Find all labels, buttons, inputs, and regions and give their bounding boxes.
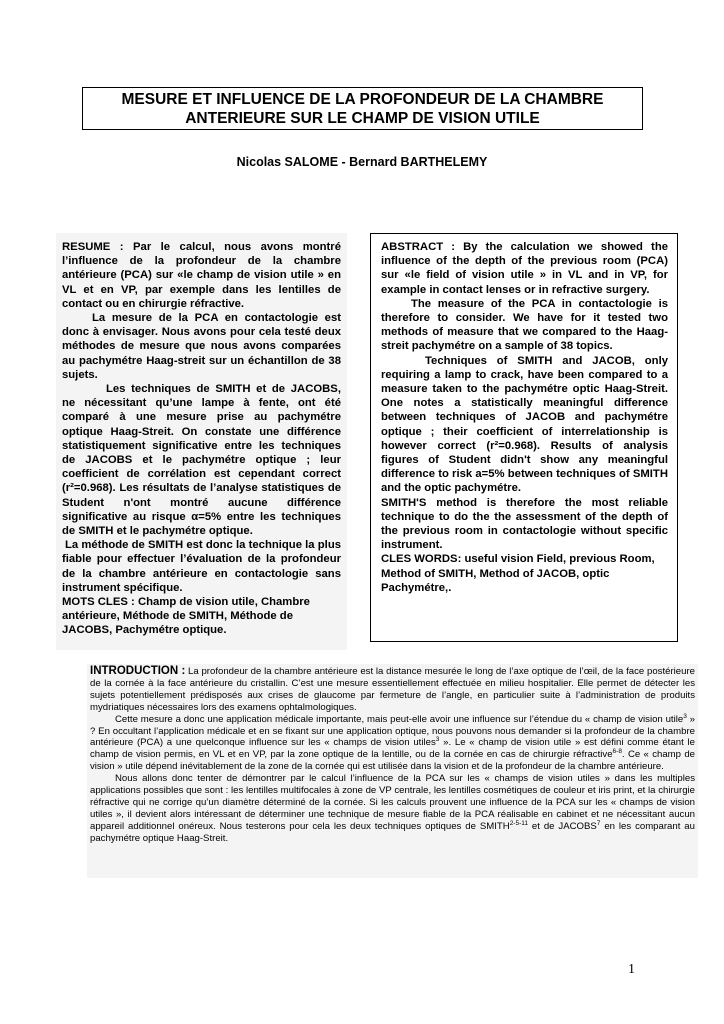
reference-superscript: 3 (435, 736, 440, 744)
introduction-paragraph: Nous allons donc tenter de démontrer par le calcul l’influence de la PCA sur les « champs de vision utiles » dans les multiples applications possibles que sont : les lentilles multifocales à zone de VP centrale, les lentilles cosmétiques de couleur et iris print, et la chirurgie réfractive qui ne corrige qu’un diamètre déterminé de la cornée. Si les calculs prouvent une influence de la PCA sur les « champs de vision utiles », il devient alors intéressant de déterminer une technique de mesure fiable de la PCA réalisable en cabinet et ne nécessitant aucun appareil additionnel onéreux. Nous testerons pour cela les deux techniques optiques de SMITH$^{2-5-11}$ et de JACOBS$^7$ en les comparant au pachymétre optique Haag-Streit. (90, 773, 695, 844)
resume-paragraph: La mesure de la PCA en contactologie est donc à envisager. Nous avons pour cela testé deux méthodes de mesure que nous avons comparées au pachymétre Haag-streit sur un échantillon de 38 sujets. (62, 312, 341, 381)
title-line-1: MESURE ET INFLUENCE DE LA PROFONDEUR DE LA CHAMBRE (121, 90, 604, 108)
reference-superscript: 3 (683, 712, 687, 720)
resume-paragraph: Les techniques de SMITH et de JACOBS, ne nécessitant qu’une lampe à fente, ont été comparé à une mesure prise au pachymétre optique Haag-Streit. On constate une différence statistiquement significative entre les techniques de JACOBS et le pachymétre optique ; leur coefficient de corrélation est cependant correct (r²=0.968). Les résultats de l’analyse statistiques de Student n'ont montré aucune différence significative au risque α=5% entre les techniques de SMITH et le pachymétre optique. (62, 383, 341, 538)
page-number: 1 (628, 962, 635, 977)
abstract-paragraph: ABSTRACT : By the calculation we showed the influence of the depth of the previous room (PCA) sur «le field of vision utile » in VL and in VP, for example in contact lenses or in refractive surgery. (381, 241, 668, 296)
authors: Nicolas SALOME - Bernard BARTHELEMY (236, 155, 488, 169)
reference-superscript: 2-5-11 (509, 819, 528, 827)
abstract-keywords: CLES WORDS: useful vision Field, previous Room, Method of SMITH, Method of JACOB, optic Pachymétre,. (381, 553, 655, 594)
title-line-2: ANTERIEURE SUR LE CHAMP DE VISION UTILE (185, 109, 540, 127)
reference-superscript: 7 (596, 819, 601, 827)
resume-keywords: MOTS CLES : Champ de vision utile, Chambre antérieure, Méthode de SMITH, Méthode de JACOBS, Pachymétre optique. (62, 596, 310, 637)
abstract-paragraph: Techniques of SMITH and JACOB, only requiring a lamp to crack, have been compared to a measure taken to the pachymétre optic Haag-Streit. One notes a statistically meaningful difference between techniques of JACOB and pachymétre optique ; their coefficient of interrelationship is however correct (r²=0.968). Results of analysis figures of Student didn't show any meaningful difference to risk a=5% between techniques of SMITH and the optic pachymétre. (381, 354, 668, 495)
title-box (82, 87, 643, 130)
abstract-section (370, 233, 678, 642)
abstract-paragraph: The measure of the PCA in contactologie is therefore to consider. We have for it tested two methods of measure that we compared to the Haag-streit pachymétre on a sample of 38 topics. (381, 297, 668, 353)
reference-superscript: 6-8 (612, 748, 622, 756)
introduction-heading: INTRODUCTION : (90, 665, 186, 677)
introduction-paragraph: INTRODUCTION : La profondeur de la chambre antérieure est la distance mesurée le long de l’axe optique de l’œil, de la face postérieure de la cornée à la face antérieure du cristallin. C’est une mesure essentiellement effectuée en milieu hospitalier. Elle permet de détecter les sujets potentiellement prédisposés aux crises de glaucome par fermeture de l’angle, en particulier suite à l’administration de produits mydriatiques nécessaires lors des examens ophtalmologiques. (90, 665, 695, 713)
introduction-section (87, 664, 698, 878)
resume-section (56, 233, 347, 650)
abstract-paragraph: SMITH'S method is therefore the most reliable technique to do the the assessment of the depth of the previous room in contactologie without specific instrument. (381, 496, 668, 552)
resume-paragraph: RESUME : Par le calcul, nous avons montré l’influence de la profondeur de la chambre antérieure (PCA) sur «le champ de vision utile » en VL et en VP, par exemple dans les lentilles de contact ou en chirurgie réfractive. (62, 241, 341, 310)
introduction-paragraph: Cette mesure a donc une application médicale importante, mais peut-elle avoir une influence sur l’étendue du « champ de vision utile$^3$ » ? En occultant l’application médicale et en se fixant sur une application optique, nous pouvons nous demander si la profondeur de la chambre antérieure (PCA) a une quelconque influence sur les « champs de vision utiles$^3$ ». Le « champ de vision utile » est défini comme étant le champ de vision permis, en VL et en VP, par la zone optique de la lentille, ou de la cornée en cas de chirurgie réfractive$^{6-8}$. Ce « champ de vision » utile dépend inévitablement de la zone de la cornée qui est utilisée dans la vision et de la profondeur de la chambre antérieure. (90, 712, 696, 773)
resume-paragraph: La méthode de SMITH est donc la technique la plus fiable pour effectuer l’évaluation de la profondeur de la chambre antérieure en contactologie sans instrument spécifique. (62, 539, 341, 594)
